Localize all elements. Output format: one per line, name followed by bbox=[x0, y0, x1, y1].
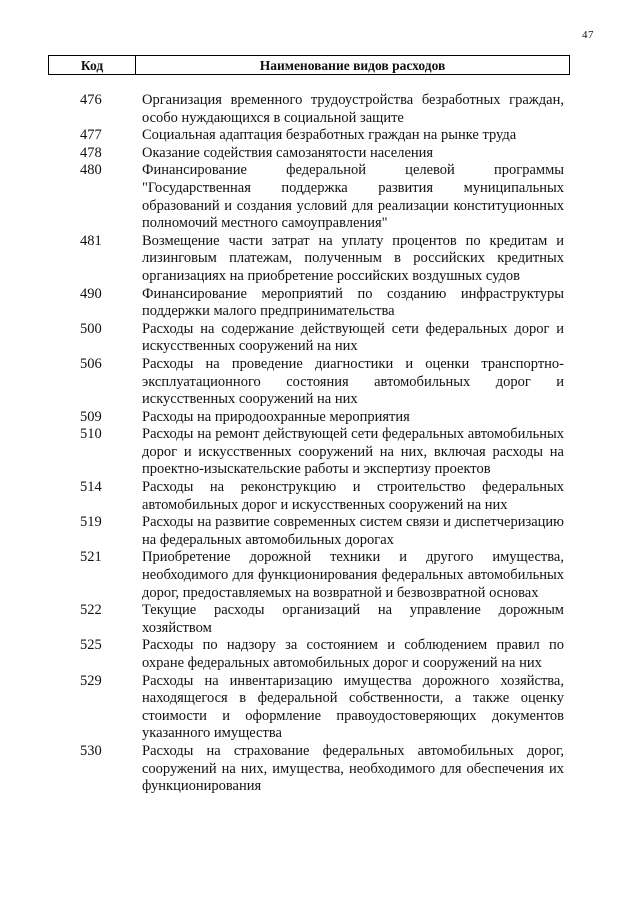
row-name: Организация временного трудоустройства безработных граждан, особо нуждающихся в социальной защите bbox=[142, 92, 564, 126]
row-name: Расходы на проведение диагностики и оценки транспортно-эксплуатационного состояния автомобильных дорог и искусственных сооружений на них bbox=[142, 355, 564, 408]
row-code: 476 bbox=[80, 92, 102, 108]
table-row bbox=[0, 356, 640, 409]
header-divider bbox=[48, 74, 570, 75]
row-code: 509 bbox=[80, 408, 102, 425]
table-row bbox=[0, 514, 640, 549]
row-code: 529 bbox=[80, 672, 102, 689]
row-code: 525 bbox=[80, 637, 102, 654]
row-name: Социальная адаптация безработных граждан на рынке труда bbox=[142, 127, 517, 144]
column-header-name: Наименование видов расходов bbox=[259, 58, 446, 73]
row-code: 477 bbox=[80, 127, 102, 144]
row-code: 478 bbox=[80, 144, 102, 161]
row-name: Расходы на природоохранные мероприятия bbox=[142, 408, 410, 425]
row-name: Расходы на содержание действующей сети федеральных дорог и искусственных сооружений на них bbox=[142, 320, 564, 355]
table-row bbox=[0, 426, 640, 479]
row-name: Расходы на инвентаризацию имущества дорожного хозяйства, находящегося в федеральной собственности, а также оценку стоимости и оформление правоудостоверяющих документов указанного имущества bbox=[142, 672, 564, 742]
row-name: Финансирование федеральной целевой программы "Государственная поддержка развития муниципальных образований и создания условий для реализации конституционных полномочий местного самоуправления" bbox=[142, 162, 564, 232]
row-code: 519 bbox=[80, 514, 102, 531]
table-row bbox=[0, 602, 640, 637]
row-code: 514 bbox=[80, 479, 102, 496]
table-row bbox=[0, 743, 640, 796]
table-row bbox=[0, 286, 640, 321]
table-row bbox=[0, 409, 640, 427]
row-code: 490 bbox=[80, 285, 102, 302]
row-name: Расходы на реконструкцию и строительство федеральных автомобильных дорог и искусственных сооружений на них bbox=[142, 479, 564, 513]
row-name: Оказание содействия самозанятости населения bbox=[142, 144, 434, 161]
table-row bbox=[0, 673, 640, 743]
row-code: 521 bbox=[80, 549, 102, 566]
row-name: Расходы на ремонт действующей сети федеральных автомобильных дорог и искусственных сооружений на них, включая расходы на проектно-изыскательские работы и экспертизу проектов bbox=[142, 426, 564, 478]
row-code: 530 bbox=[80, 742, 102, 759]
row-name: Расходы на развитие современных систем связи и диспетчеризацию на федеральных автомобильных дорогах bbox=[142, 514, 564, 548]
table-row bbox=[0, 637, 640, 672]
row-name: Расходы по надзору за состоянием и соблюдением правил по охране федеральных автомобильных дорог и сооружений на них bbox=[142, 637, 564, 671]
row-code: 522 bbox=[80, 602, 102, 619]
row-code: 510 bbox=[80, 426, 102, 443]
table-row bbox=[0, 145, 640, 163]
row-name: Расходы на страхование федеральных автомобильных дорог, сооружений на них, имущества, необходимого для обеспечения их функционирования bbox=[142, 742, 564, 795]
table-row bbox=[0, 549, 640, 602]
row-code: 500 bbox=[80, 320, 102, 337]
row-code: 506 bbox=[80, 355, 102, 372]
table-row bbox=[0, 92, 640, 127]
column-header-code: Код bbox=[49, 56, 136, 75]
page-number: 47 bbox=[582, 29, 594, 41]
row-code: 480 bbox=[80, 162, 102, 179]
table-header bbox=[48, 55, 570, 75]
table-row bbox=[0, 233, 640, 286]
table-row bbox=[0, 479, 640, 514]
row-name: Текущие расходы организаций на управление дорожным хозяйством bbox=[142, 602, 564, 636]
row-name: Приобретение дорожной техники и другого имущества, необходимого для функционирования федеральных автомобильных дорог, предоставляемых на возвратной и безвозвратной основах bbox=[142, 549, 564, 601]
table-row bbox=[0, 127, 640, 145]
row-name: Финансирование мероприятий по созданию инфраструктуры поддержки малого предпринимательства bbox=[142, 285, 564, 320]
table-row bbox=[0, 321, 640, 356]
expense-list bbox=[0, 92, 640, 796]
table-row bbox=[0, 162, 640, 232]
row-code: 481 bbox=[80, 232, 102, 249]
row-name: Возмещение части затрат на уплату процентов по кредитам и лизинговым платежам, полученным в российских кредитных организациях на приобретение российских воздушных судов bbox=[142, 232, 564, 284]
